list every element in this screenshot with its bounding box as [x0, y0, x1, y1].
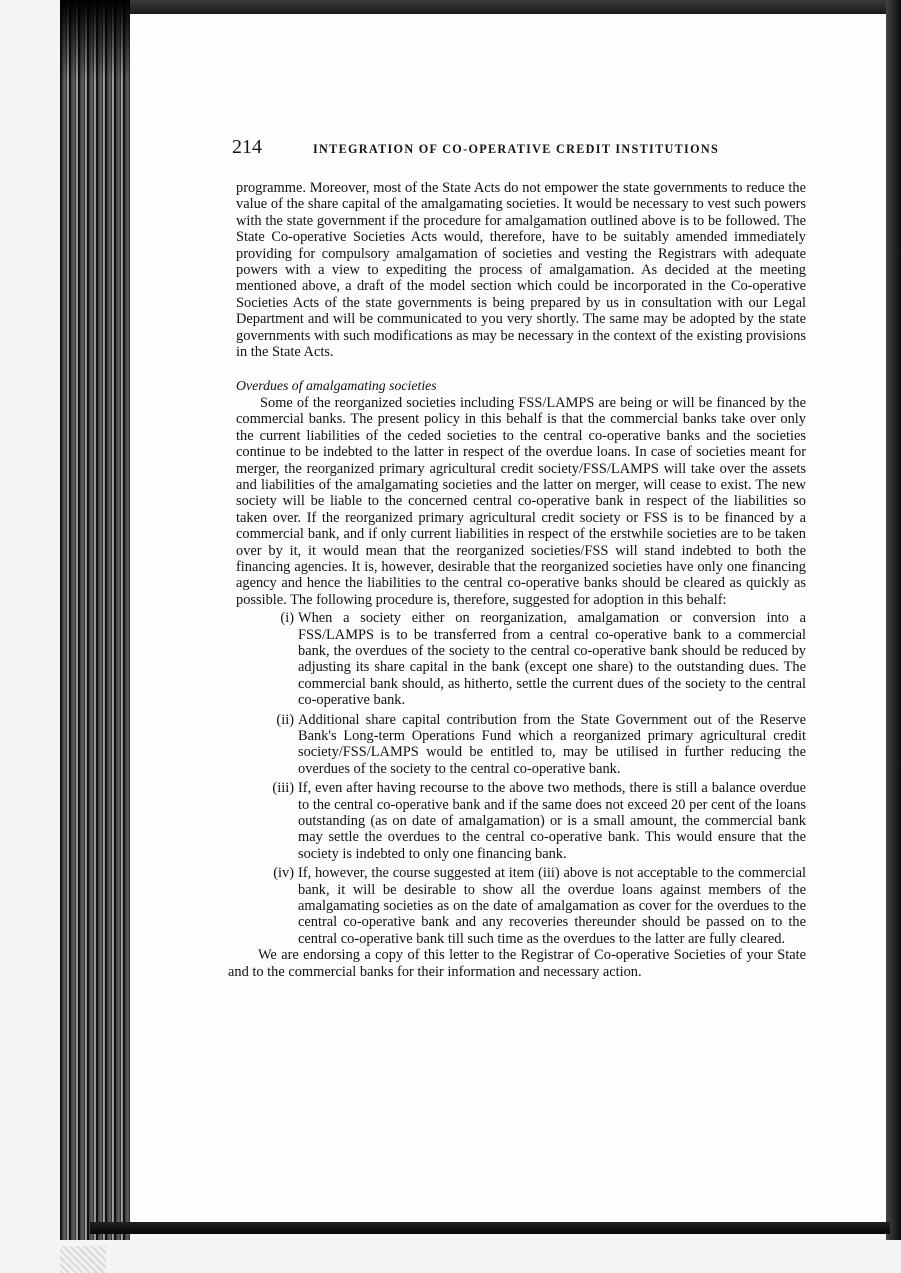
page-number: 214 [232, 136, 262, 158]
list-item-text: Additional share capital contribution from the State Government out of the Reserve Bank's Long-term Operations Fund which a reorganized primary agricultural credit society/FSS/LAMPS would be entitled to, may be utilised in further reducing the overdues of the society to the central co-operative bank. [298, 711, 806, 777]
spine-shadow [60, 0, 130, 80]
list-item-number: (i) [280, 610, 294, 627]
list-item-number: (iii) [272, 780, 294, 797]
list-item [236, 610, 806, 708]
paragraph-closing: We are endorsing a copy of this letter to the Registrar of Co-operative Societies of your State and to the commercial banks for their information and necessary action. [228, 947, 806, 980]
list-item [236, 712, 806, 778]
paragraph-continuation: programme. Moreover, most of the State Acts do not empower the state governments to reduce the value of the share capital of the amalgamating societies. It would be necessary to vest such powers with the state government if the procedure for amalgamation outlined above is to be followed. The State Co-operative Societies Acts would, therefore, have to be suitably amended immediately providing for compulsory amalgamation of societies and vesting the Registrars with adequate powers with a view to expediting the process of amalgamation. As decided at the meeting mentioned above, a draft of the model section which could be incorporated in the Co-operative Societies Acts of the state governments is being prepared by us in consultation with our Legal Department and will be communicated to you very shortly. The same may be adopted by the state governments with such modifications as may be necessary in the context of the existing provisions in the State Acts. [236, 180, 806, 361]
list-item-number: (iv) [273, 865, 294, 882]
scan-top-edge [60, 0, 901, 14]
list-item-text: When a society either on reorganization, amalgamation or conversion into a FSS/LAMPS is to be transferred from a central co-operative bank to a commercial bank, the overdues of the society to the central co-operative bank should be reduced by adjusting its share capital in the bank (except one share) to the outstanding dues. The commercial bank should, as hitherto, settle the current dues of the society to the central co-operative bank. [298, 610, 806, 709]
list-item [236, 780, 806, 862]
running-head: INTEGRATION OF CO-OPERATIVE CREDIT INSTITUTIONS [313, 142, 720, 156]
list-item-text: If, however, the course suggested at item (iii) above is not acceptable to the commercial bank, it will be desirable to show all the overdue loans against members of the amalgamating societies as on the date of amalgamation as cover for the overdues to the central co-operative bank and any recoveries thereunder should be passed on to the central co-operative bank till such time as the overdues to the latter are fully cleared. [298, 865, 806, 947]
list-item [236, 865, 806, 947]
body-text [228, 180, 806, 980]
list-item-text: If, even after having recourse to the above two methods, there is still a balance overdue to the central co-operative bank and if the same does not exceed 20 per cent of the loans outstanding (as on date of amalgamation) or is a small amount, the commercial bank may settle the overdues to the central co-operative bank. This would ensure that the society is indebted to only one financing bank. [298, 780, 806, 862]
section-heading: Overdues of amalgamating societies [236, 378, 437, 394]
book-spine-edge [60, 0, 130, 1240]
list-item-number: (ii) [276, 711, 294, 728]
scan-corner-artifact [60, 1246, 106, 1273]
scan-right-edge [886, 0, 901, 1240]
scan-bottom-edge [90, 1222, 890, 1234]
paragraph-overdues: Some of the reorganized societies including FSS/LAMPS are being or will be financed by the commercial banks. The present policy in this behalf is that the commercial banks take over only the current liabilities of the ceded societies to the central co-operative banks and the societies continue to be indebted to the latter in respect of the overdue loans. In case of societies meant for merger, the reorganized primary agricultural credit society/FSS/LAMPS will take over the assets and liabilities of the amalgamating societies and the latter on merger, will cease to exist. The new society will be liable to the concerned central co-operative bank in respect of the liabilities so taken over. If the reorganized primary agricultural credit society or FSS is to be financed by a commercial bank, and if only current liabilities in respect of the erstwhile societies are to be taken over by it, it would mean that the reorganized societies/FSS will stand indebted to both the financing agencies. It is, however, desirable that the reorganized societies have only one financing agency and hence the liabilities to the central co-operative banks should be cleared as quickly as possible. The following procedure is, therefore, suggested for adoption in this behalf: [236, 394, 806, 608]
